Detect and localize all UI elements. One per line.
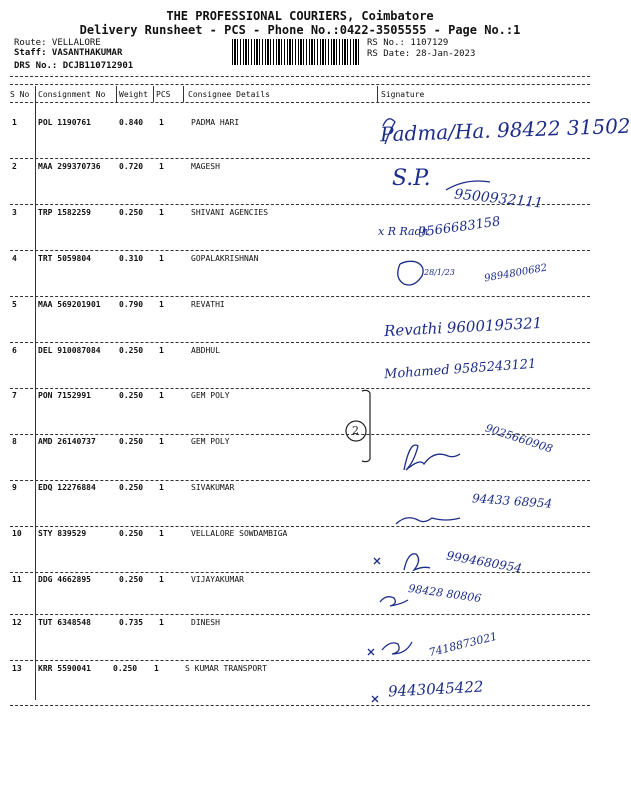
row-weight: 0.250 (113, 664, 138, 673)
row-pcs: 1 (159, 529, 164, 538)
col-header-consignee: Consignee Details (188, 90, 270, 99)
row-consignment-no: STY 839529 (38, 529, 87, 538)
row-weight: 0.250 (119, 437, 144, 446)
row-consignment-no: DDG 4662895 (38, 575, 91, 584)
row-weight: 0.840 (119, 118, 144, 127)
row-sno: 4 (12, 254, 17, 263)
row-sno: 5 (12, 300, 17, 309)
row-weight: 0.735 (119, 618, 144, 627)
row-weight: 0.250 (119, 208, 144, 217)
phone-row-9: 94433 68954 (471, 491, 553, 511)
row-consignment-no: TRP 1582259 (38, 208, 91, 217)
row-pcs: 1 (159, 254, 164, 263)
row-pcs: 1 (159, 618, 164, 627)
row-weight: 0.250 (119, 575, 144, 584)
row-sno: 6 (12, 346, 17, 355)
signature-stroke (404, 445, 460, 470)
signature-row-3: x R Radh (378, 225, 429, 238)
row-consignment-no: MAA 299370736 (38, 162, 101, 171)
row-sno: 13 (12, 664, 22, 673)
route-label: Route: VELLALORE (14, 38, 101, 48)
row-pcs: 1 (159, 575, 164, 584)
col-header-pcs: PCS (156, 90, 171, 99)
company-title: THE PROFESSIONAL COURIERS, Coimbatore (166, 9, 434, 23)
row-sno: 1 (12, 118, 17, 127)
signature-stroke (382, 642, 412, 654)
phone-row-10: 9994680954 (445, 548, 523, 576)
row-consignee: VELLALORE SOWDAMBIGA (191, 529, 288, 538)
row-weight: 0.250 (119, 391, 144, 400)
signature-row-5: Revathi 9600195321 (383, 313, 543, 341)
tick-mark (372, 696, 378, 702)
row-consignee: MAGESH (191, 162, 220, 171)
row-pcs: 1 (154, 664, 159, 673)
row-consignment-no: EDQ 12276884 (38, 483, 96, 492)
row-weight: 0.310 (119, 254, 144, 263)
row-weight: 0.250 (119, 483, 144, 492)
runsheet-subtitle: Delivery Runsheet - PCS - Phone No.:0422-3505555 - Page No.:1 (79, 23, 521, 37)
phone-row-4: 9894800682 (483, 262, 549, 285)
signature-row-1: Padma/Ha. 98422 31502 (379, 113, 631, 147)
row-consignee: GOPALAKRISHNAN (191, 254, 259, 263)
col-header-consignment: Consignment No (38, 90, 106, 99)
row-sno: 2 (12, 162, 17, 171)
signature-stroke (396, 518, 460, 524)
row-consignment-no: DEL 910087084 (38, 346, 101, 355)
rs-date: RS Date: 28-Jan-2023 (367, 49, 476, 59)
col-header-sno: S No (10, 90, 30, 99)
signature-row-13: 9443045422 (387, 677, 484, 701)
date-row-4: 28/1/23 (424, 268, 455, 277)
row-pcs: 1 (159, 208, 164, 217)
row-pcs: 1 (159, 162, 164, 171)
signature-stroke (398, 261, 423, 285)
tick-mark (368, 649, 374, 655)
row-weight: 0.790 (119, 300, 144, 309)
row-pcs: 1 (159, 118, 164, 127)
circled-number: 2 (352, 424, 359, 437)
row-weight: 0.720 (119, 162, 144, 171)
row-sno: 11 (12, 575, 22, 584)
row-consignee: DINESH (191, 618, 220, 627)
row-pcs: 1 (159, 437, 164, 446)
row-pcs: 1 (159, 346, 164, 355)
row-consignment-no: PON 7152991 (38, 391, 91, 400)
signature-stroke (380, 597, 408, 606)
row-weight: 0.250 (119, 529, 144, 538)
row-consignee: VIJAYAKUMAR (191, 575, 244, 584)
tick-mark (374, 558, 380, 564)
row-sno: 10 (12, 529, 22, 538)
row-pcs: 1 (159, 391, 164, 400)
signature-stroke (404, 554, 430, 570)
phone-row-2: 9500932111 (453, 186, 544, 212)
row-consignee: ABDHUL (191, 346, 220, 355)
row-consignment-no: MAA 569201901 (38, 300, 101, 309)
row-sno: 8 (12, 437, 17, 446)
row-consignment-no: AMD 26140737 (38, 437, 96, 446)
phone-row-8: 9025660908 (483, 421, 555, 456)
phone-row-12: 7418873021 (427, 629, 499, 660)
row-consignee: REVATHI (191, 300, 225, 309)
col-header-weight: Weight (119, 90, 148, 99)
row-sno: 3 (12, 208, 17, 217)
col-header-signature: Signature (381, 90, 425, 99)
staff-label: Staff: VASANTHAKUMAR (14, 48, 123, 58)
row-sno: 9 (12, 483, 17, 492)
row-consignment-no: KRR 5590041 (38, 664, 91, 673)
drs-label: DRS No.: DCJB110712901 (14, 61, 134, 71)
signature-row-2: S.P. (392, 166, 431, 191)
row-consignee: GEM POLY (191, 437, 230, 446)
row-consignee: SIVAKUMAR (191, 483, 235, 492)
phone-row-11: 98428 80806 (407, 581, 483, 606)
phone-row-3: 9566683158 (417, 214, 502, 241)
rs-number: RS No.: 1107129 (367, 38, 449, 48)
row-consignment-no: TRT 5059804 (38, 254, 91, 263)
row-consignment-no: POL 1190761 (38, 118, 91, 127)
row-pcs: 1 (159, 300, 164, 309)
signature-row-6: Mohamed 9585243121 (383, 356, 537, 383)
row-weight: 0.250 (119, 346, 144, 355)
row-consignment-no: TUT 6348548 (38, 618, 91, 627)
row-consignee: PADMA HARI (191, 118, 240, 127)
row-consignee: SHIVANI AGENCIES (191, 208, 269, 217)
row-sno: 12 (12, 618, 22, 627)
row-consignee: S KUMAR TRANSPORT (185, 664, 267, 673)
row-pcs: 1 (159, 483, 164, 492)
bracket-mark (362, 390, 370, 461)
row-sno: 7 (12, 391, 17, 400)
row-consignee: GEM POLY (191, 391, 230, 400)
